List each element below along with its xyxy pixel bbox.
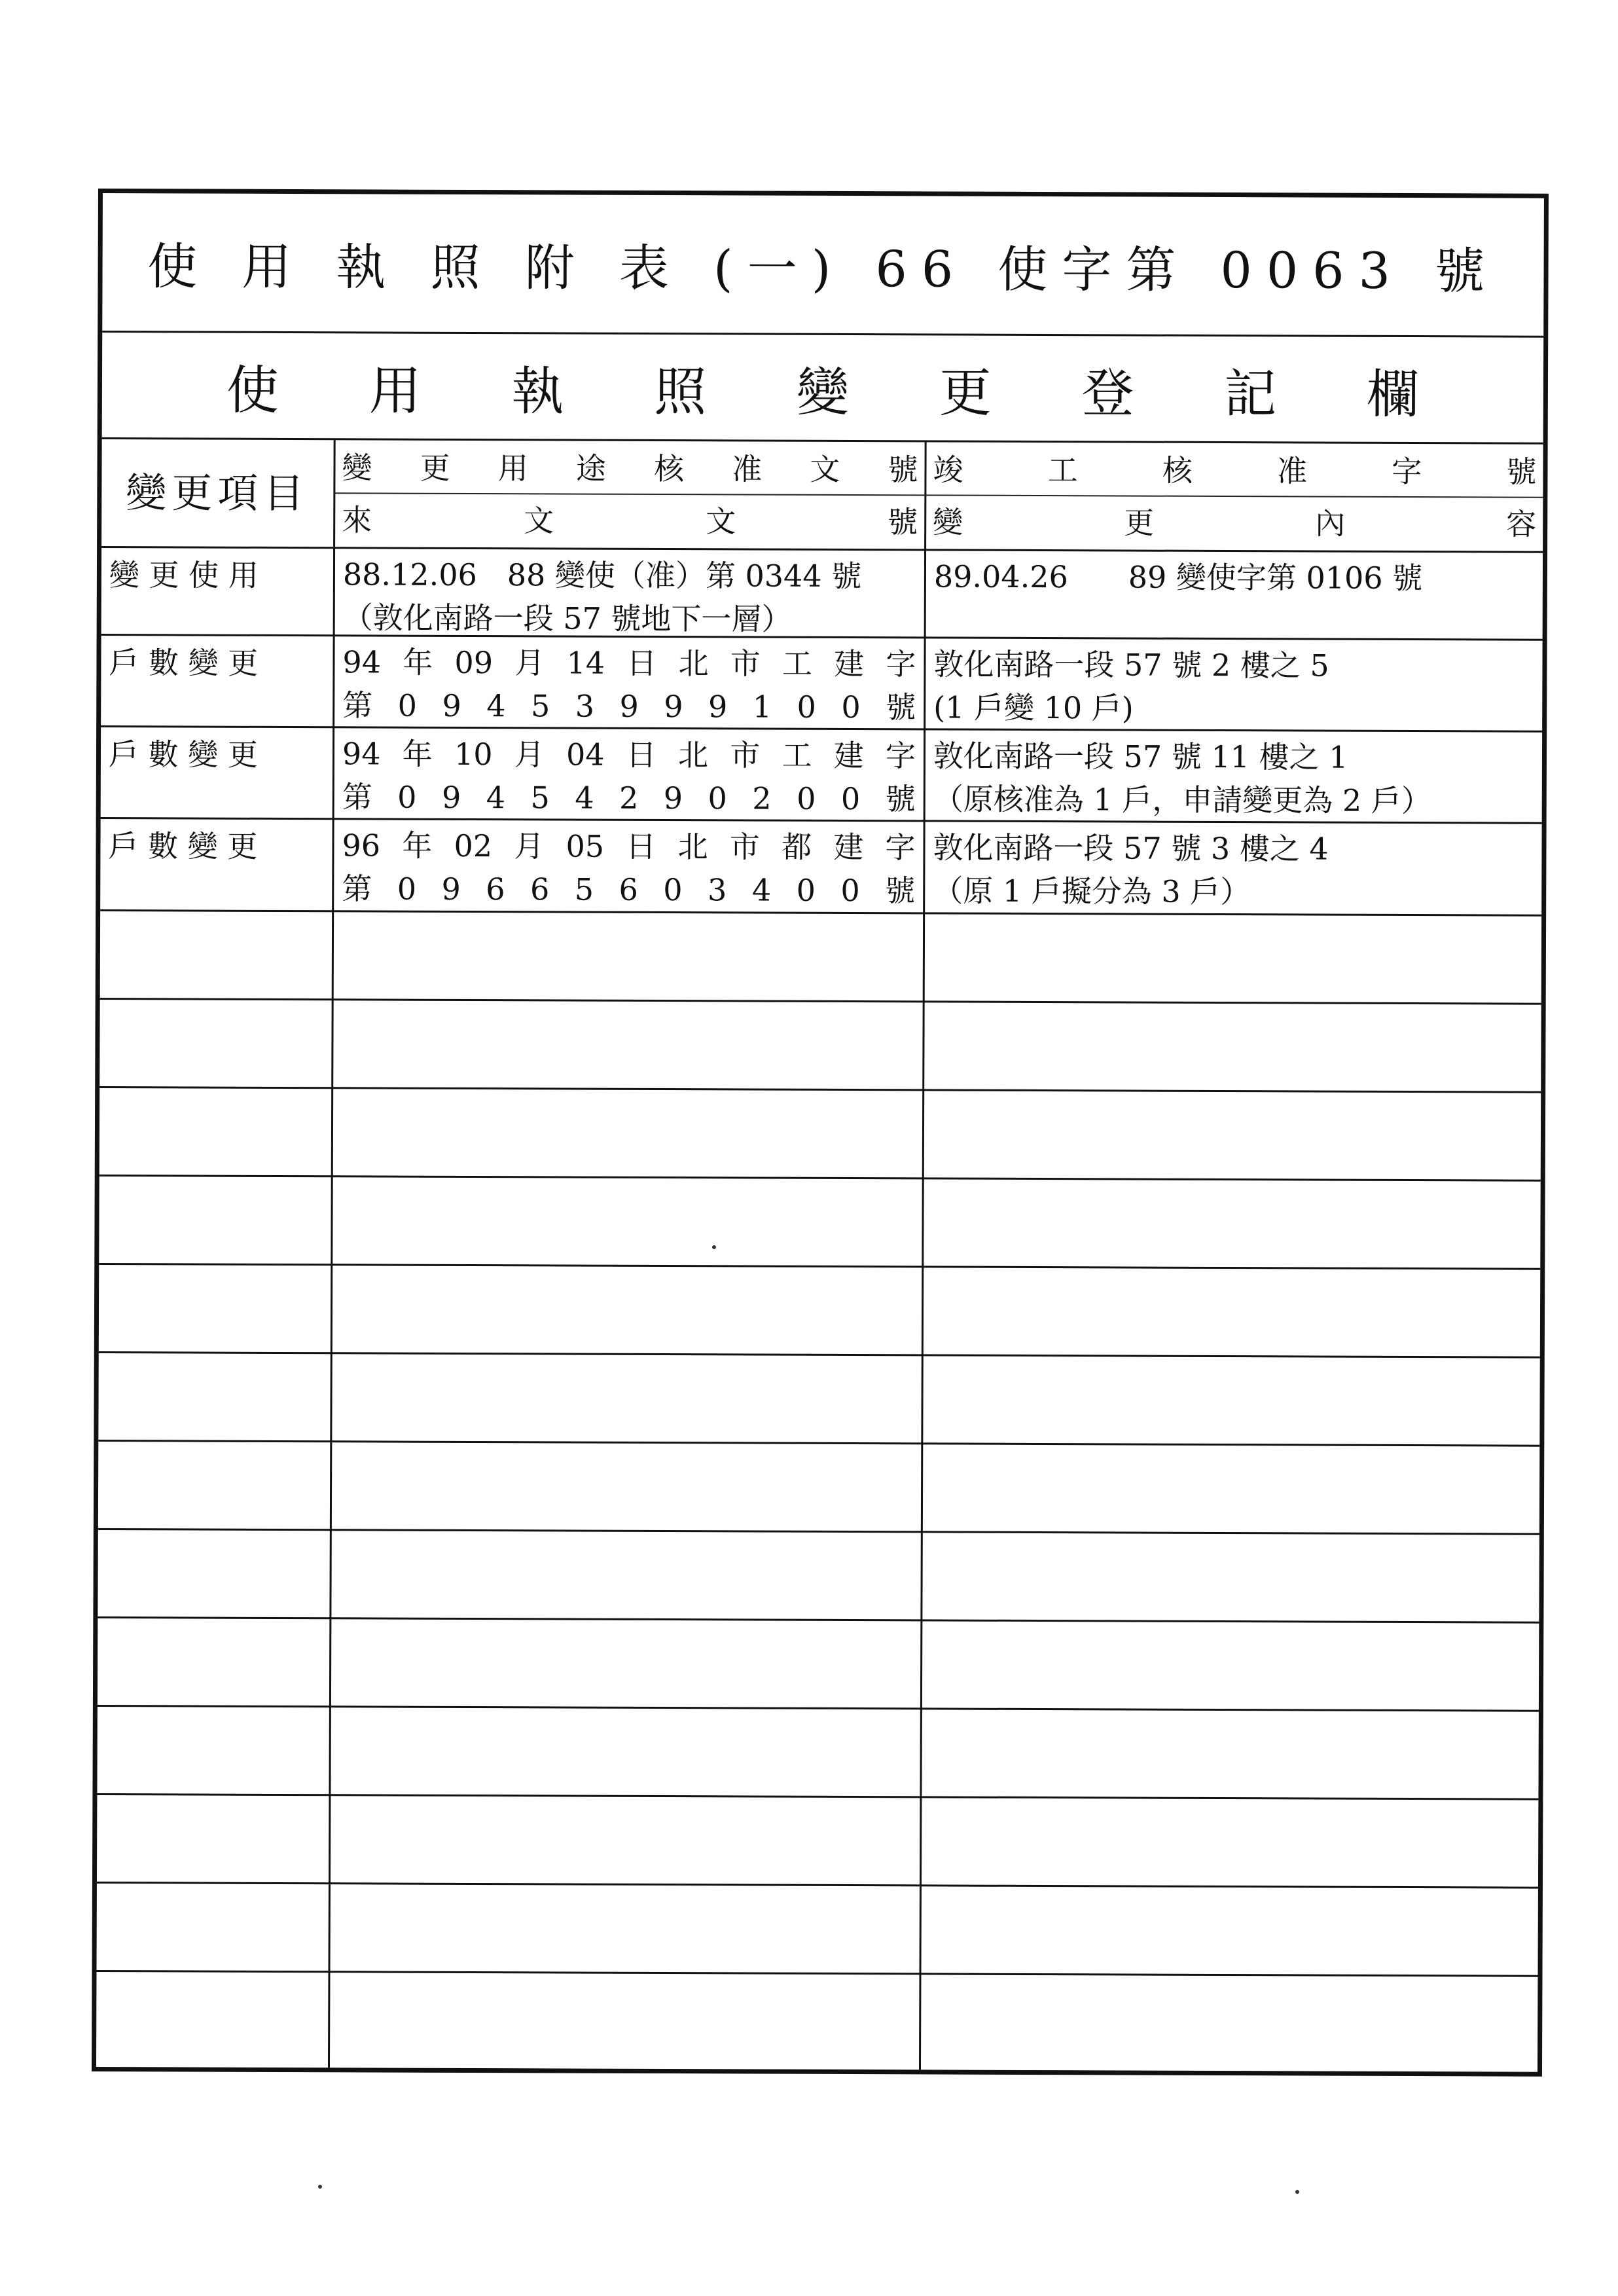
doc-char: 02 — [454, 828, 493, 864]
doc-char: 建 — [833, 737, 864, 774]
row-doc-line — [342, 683, 916, 729]
doc-char: 市 — [730, 737, 761, 773]
doc-char: 都 — [781, 829, 812, 865]
doc-char: 14 — [566, 645, 605, 681]
doc-char: 3 — [708, 872, 727, 908]
row-change-content — [926, 730, 1542, 822]
doc-char: 0 — [796, 872, 816, 908]
doc-char: 0 — [397, 687, 418, 723]
row-content-line: （原 1 戶擬分為 3 戶） — [933, 873, 1251, 910]
subtitle-char: 變 — [796, 361, 850, 423]
row-change-content — [926, 638, 1542, 730]
doc-char: 2 — [619, 780, 639, 816]
doc-char: 9 — [441, 779, 461, 815]
header-char: 號 — [888, 452, 918, 488]
header-char: 變 — [933, 504, 963, 540]
doc-char: 9 — [441, 871, 461, 907]
row-divider — [98, 1528, 1539, 1535]
form-title: 使 用 執 照 附 表 (一) 66 使字第 0063 號 — [102, 193, 1544, 338]
doc-char: 北 — [677, 737, 709, 773]
doc-char: 5 — [530, 780, 550, 816]
row-change-item: 戶 數 變 更 — [109, 645, 259, 681]
license-appendix-form — [92, 189, 1549, 2077]
doc-char: 號 — [886, 689, 916, 725]
doc-char: 9 — [442, 687, 461, 723]
doc-char: 10 — [454, 736, 493, 773]
doc-char: 建 — [833, 829, 864, 866]
row-change-item: 戶 數 變 更 — [108, 737, 258, 773]
doc-char: 04 — [566, 737, 605, 773]
doc-char: 日 — [626, 737, 656, 773]
doc-char: 號 — [885, 781, 916, 817]
header-completion-approval-number — [926, 445, 1543, 496]
row-doc-line: （敦化南路一段 57 號地下一層） — [342, 600, 792, 637]
doc-char: 9 — [619, 688, 639, 724]
scan-speck — [712, 1245, 716, 1249]
doc-char: 年 — [402, 828, 433, 864]
doc-char: 2 — [752, 780, 772, 816]
doc-char: 建 — [834, 646, 865, 682]
doc-char: 05 — [566, 828, 605, 864]
header-incoming-doc-number — [335, 495, 924, 547]
row-doc-line — [342, 867, 915, 912]
doc-char: 0 — [841, 689, 861, 725]
header-char: 內 — [1315, 505, 1346, 541]
header-char: 核 — [653, 450, 685, 487]
row-divider — [96, 1970, 1537, 1977]
row-content-line: (1 戶變 10 戶) — [933, 689, 1134, 726]
doc-char: 96 — [342, 828, 381, 864]
subtitle-char: 登 — [1081, 362, 1134, 424]
form-subtitle — [102, 333, 1544, 445]
row-divider — [97, 1882, 1538, 1889]
row-change-item: 變 更 使 用 — [109, 557, 259, 593]
row-divider — [98, 1440, 1539, 1447]
row-divider — [100, 998, 1541, 1005]
doc-char: 月 — [514, 737, 545, 773]
header-change-item: 變更項目 — [126, 468, 310, 517]
doc-char: 0 — [840, 780, 861, 817]
row-doc-line — [342, 732, 916, 777]
subtitle-char: 使 — [226, 359, 279, 421]
scan-speck — [1295, 2190, 1299, 2194]
change-registry-table — [96, 439, 1543, 2072]
doc-char: 09 — [454, 644, 494, 681]
subtitle-char: 更 — [939, 361, 992, 424]
header-char: 途 — [575, 450, 607, 486]
row-divider — [99, 1263, 1540, 1270]
row-change-content — [925, 822, 1541, 914]
row-change-item: 戶 數 變 更 — [108, 828, 258, 864]
doc-char: 0 — [397, 779, 417, 815]
header-char: 號 — [888, 504, 918, 540]
doc-char: 6 — [619, 871, 638, 907]
scan-speck — [318, 2185, 322, 2189]
header-char: 准 — [732, 451, 763, 487]
doc-char: 6 — [530, 871, 550, 907]
doc-char: 號 — [885, 873, 916, 909]
doc-char: 94 — [342, 736, 381, 772]
doc-char: 4 — [751, 872, 772, 908]
doc-char: 字 — [885, 738, 916, 774]
row-content-line: 敦化南路一段 57 號 2 樓之 5 — [933, 646, 1329, 683]
doc-char: 市 — [729, 829, 760, 865]
row-content-line: 敦化南路一段 57 號 11 樓之 1 — [933, 738, 1348, 775]
header-char: 文 — [810, 451, 840, 487]
row-doc-line — [342, 640, 916, 685]
header-char: 號 — [1506, 454, 1537, 490]
row-divider — [99, 1175, 1541, 1182]
header-char: 文 — [706, 503, 736, 539]
header-change-content — [926, 497, 1543, 549]
doc-char: 9 — [708, 689, 728, 725]
subtitle-char: 用 — [369, 359, 422, 422]
row-divider — [97, 1793, 1538, 1800]
doc-char: 字 — [885, 829, 916, 866]
doc-char: 月 — [514, 828, 545, 864]
doc-char: 第 — [342, 779, 372, 815]
doc-char: 0 — [840, 872, 860, 909]
row-content-line: 89.04.26 89 變使字第 0106 號 — [933, 558, 1423, 596]
row-doc-number — [334, 636, 924, 728]
doc-char: 工 — [782, 737, 812, 773]
doc-char: 0 — [708, 780, 727, 816]
row-divider — [99, 1086, 1541, 1093]
doc-char: 0 — [663, 872, 683, 908]
doc-char: 北 — [678, 646, 709, 682]
doc-char: 3 — [575, 688, 595, 724]
header-char: 來 — [342, 502, 372, 538]
subtitle-char: 欄 — [1366, 363, 1420, 425]
doc-char: 0 — [397, 871, 417, 907]
header-char: 工 — [1047, 452, 1078, 488]
doc-char: 年 — [402, 736, 433, 772]
header-char: 文 — [524, 503, 554, 539]
row-doc-line: 88.12.06 88 變使（准）第 0344 號 — [342, 556, 862, 594]
doc-char: 5 — [530, 688, 550, 724]
row-divider — [98, 1616, 1539, 1624]
doc-char: 4 — [486, 688, 506, 724]
doc-char: 4 — [575, 780, 594, 816]
doc-char: 9 — [663, 780, 683, 816]
row-doc-line — [342, 824, 915, 869]
row-doc-number — [335, 549, 924, 636]
header-change-use-doc-number — [335, 443, 924, 494]
doc-char: 第 — [342, 871, 372, 907]
doc-char: 9 — [664, 689, 683, 725]
doc-char: 日 — [626, 645, 657, 681]
row-divider — [98, 1705, 1539, 1712]
doc-char: 月 — [514, 645, 545, 681]
row-divider — [99, 1351, 1540, 1358]
header-char: 字 — [1392, 453, 1422, 490]
header-char: 用 — [497, 450, 528, 486]
row-doc-line — [342, 775, 916, 820]
doc-char: 字 — [886, 646, 916, 682]
header-char: 更 — [1124, 505, 1155, 541]
doc-char: 5 — [574, 871, 594, 907]
subtitle-char: 照 — [654, 361, 707, 422]
doc-char: 6 — [486, 871, 505, 907]
header-char: 竣 — [933, 452, 963, 488]
row-doc-number — [334, 728, 924, 820]
doc-char: 0 — [797, 780, 816, 816]
row-content-line: 敦化南路一段 57 號 3 樓之 4 — [933, 829, 1329, 867]
row-content-line: （原核准為 1 戶，申請變更為 2 戶） — [933, 781, 1431, 819]
subtitle-char: 記 — [1224, 363, 1277, 424]
doc-char: 市 — [730, 646, 761, 682]
header-char: 容 — [1506, 506, 1537, 542]
doc-char: 0 — [797, 689, 816, 725]
row-change-content — [926, 551, 1543, 638]
row-doc-number — [334, 820, 923, 912]
header-char: 變 — [342, 450, 372, 486]
doc-char: 4 — [486, 780, 506, 816]
subtitle-char: 執 — [511, 360, 564, 422]
header-char: 更 — [420, 450, 450, 486]
doc-char: 日 — [626, 828, 656, 864]
header-char: 核 — [1162, 452, 1193, 488]
doc-char: 1 — [752, 689, 772, 725]
doc-char: 工 — [782, 646, 813, 682]
doc-char: 94 — [342, 644, 382, 680]
doc-char: 年 — [403, 644, 433, 680]
header-char: 准 — [1276, 453, 1308, 489]
doc-char: 北 — [677, 829, 708, 865]
doc-char: 第 — [342, 687, 373, 723]
